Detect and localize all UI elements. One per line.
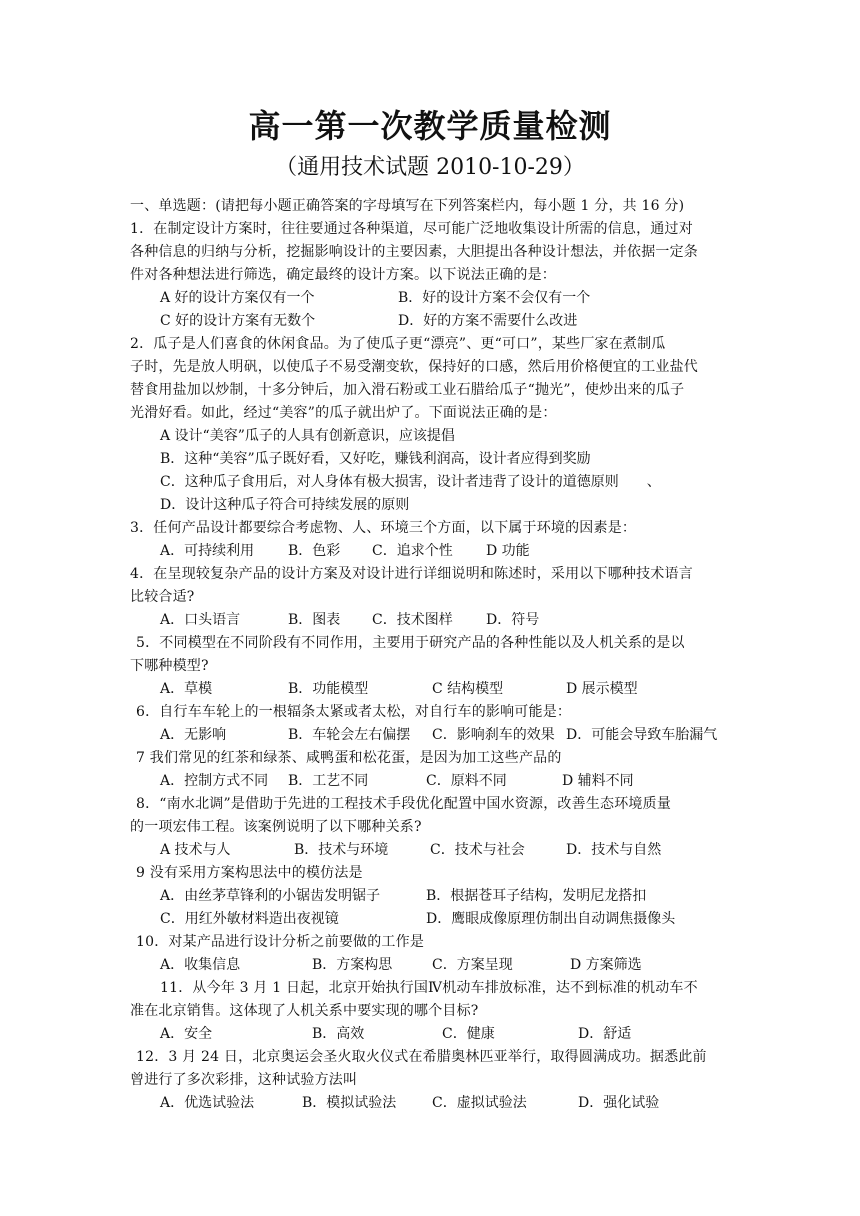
question-2-stem-line: 子时，先是放人明矾，以使瓜子不易受潮变软，保持好的口感，然后用价格便宜的工业盐代 [130,359,698,375]
question-2-stem-line: 2．瓜子是人们喜食的休闲食品。为了使瓜子更“漂亮”、更“可口”，某些厂家在煮制瓜 [130,336,666,352]
question-2-stem-line: 光滑好看。如此，经过“美容”的瓜子就出炉了。下面说法正确的是： [130,405,557,421]
question-7-option-d: D 辅料不同 [562,773,634,789]
question-8-option-b: B．技术与环境 [294,842,389,858]
question-3-option-a: A．可持续利用 [160,543,255,559]
question-3-option-c: C．追求个性 [372,543,453,559]
question-7-option-c: C．原料不同 [426,773,507,789]
question-12-option-c: C．虚拟试验法 [432,1095,527,1111]
page-subtitle: （通用技术试题 2010-10-29） [275,155,585,180]
question-8-option-c: C．技术与社会 [430,842,525,858]
question-8-option-a: A 技术与人 [160,842,231,858]
question-5-stem-line: 下哪种模型? [130,658,209,674]
question-10-option-b: B．方案构思 [312,957,393,973]
question-12-stem-line: 曾进行了多次彩排，这种试验方法叫 [130,1072,358,1088]
question-11-option-a: A．安全 [160,1026,213,1042]
question-10-stem-line: 10．对某产品进行设计分析之前要做的工作是 [136,934,425,950]
question-11-stem-line: 11．从今年 3 月 1 日起，北京开始执行国Ⅳ机动车排放标准，达不到标准的机动车不 [160,980,698,996]
question-1-option-a: A 好的设计方案仅有一个 [160,290,315,306]
question-7-option-a: A．控制方式不同 [160,773,269,789]
question-6-option-a: A．无影响 [160,727,227,743]
question-11-option-b: B．高效 [312,1026,365,1042]
question-10-option-c: C．方案呈现 [432,957,513,973]
question-9-stem-line: 9 没有采用方案构思法中的模仿法是 [136,865,363,881]
question-2-option-c: C．这种瓜子食用后，对人身体有极大损害，设计者违背了设计的道德原则 、 [160,474,661,490]
question-8-option-d: D．技术与自然 [566,842,662,858]
question-8-stem-line: 的一项宏伟工程。该案例说明了以下哪种关系? [130,819,422,835]
section-heading: 一、单选题：(请把每小题正确答案的字母填写在下列答案栏内，每小题 1 分，共 16 分) [130,198,685,214]
question-9-option-a: A．由丝茅草锋利的小锯齿发明锯子 [160,888,381,904]
question-7-option-b: B．工艺不同 [288,773,369,789]
question-9-option-b: B．根据苍耳子结构，发明尼龙搭扣 [426,888,647,904]
question-2-option-d: D．设计这种瓜子符合可持续发展的原则 [160,497,410,513]
question-3-option-d: D 功能 [486,543,530,559]
page-title: 高一第一次教学质量检测 [248,107,612,145]
question-2-option-a: A 设计“美容”瓜子的人具有创新意识，应该提倡 [160,428,455,444]
question-5-stem-line: 5．不同模型在不同阶段有不同作用，主要用于研究产品的各种性能以及人机关系的是以 [136,635,685,651]
question-6-option-b: B．车轮会左右偏摆 [288,727,411,743]
question-4-option-b: B．图表 [288,612,341,628]
question-2-option-b: B．这种“美容”瓜子既好看，又好吃，赚钱利润高，设计者应得到奖励 [160,451,591,467]
question-5-option-b: B．功能模型 [288,681,369,697]
question-4-stem-line: 4．在呈现较复杂产品的设计方案及对设计进行详细说明和陈述时，采用以下哪种技术语言 [130,566,693,582]
question-1-option-c: C 好的设计方案有无数个 [160,313,316,329]
question-1-option-b: B．好的设计方案不会仅有一个 [398,290,591,306]
question-1-stem-line: 件对各种想法进行筛选，确定最终的设计方案。以下说法正确的是： [130,267,556,283]
question-6-stem-line: 6．自行车车轮上的一根辐条太紧或者太松，对自行车的影响可能是： [136,704,572,720]
question-5-option-a: A．草模 [160,681,213,697]
question-12-option-d: D．强化试验 [578,1095,660,1111]
question-6-option-c: C．影响刹车的效果 [432,727,555,743]
question-5-option-d: D 展示模型 [566,681,638,697]
question-12-option-b: B．模拟试验法 [302,1095,397,1111]
question-7-stem-line: 7 我们常见的红茶和绿茶、咸鸭蛋和松花蛋，是因为加工这些产品的 [136,750,562,766]
question-9-option-c: C．用红外敏材料造出夜视镜 [160,911,339,927]
question-3-stem-line: 3．任何产品设计都要综合考虑物、人、环境三个方面，以下属于环境的因素是： [130,520,637,536]
question-4-option-a: A．口头语言 [160,612,241,628]
question-12-option-a: A．优选试验法 [160,1095,255,1111]
question-4-option-c: C．技术图样 [372,612,453,628]
question-1-stem-line: 各种信息的归纳与分析，挖掘影响设计的主要因素，大胆提出各种设计想法，并依据一定条 [130,244,698,260]
question-10-option-a: A．收集信息 [160,957,241,973]
question-4-stem-line: 比较合适? [130,589,195,605]
question-1-stem-line: 1．在制定设计方案时，往往要通过各种渠道，尽可能广泛地收集设计所需的信息，通过对 [130,221,693,237]
question-11-option-d: D．舒适 [578,1026,632,1042]
question-6-option-d: D．可能会导致车胎漏气 [566,727,718,743]
question-9-option-d: D．鹰眼成像原理仿制出自动调焦摄像头 [426,911,676,927]
question-3-option-b: B．色彩 [288,543,341,559]
question-8-stem-line: 8．“南水北调”是借助于先进的工程技术手段优化配置中国水资源，改善生态环境质量 [136,796,672,812]
question-11-option-c: C．健康 [442,1026,495,1042]
question-1-option-d: D．好的方案不需要什么改进 [398,313,578,329]
question-11-stem-line: 准在北京销售。这体现了人机关系中要实现的哪个目标? [130,1003,479,1019]
question-2-stem-line: 替食用盐加以炒制，十多分钟后，加入滑石粉或工业石腊给瓜子“抛光”，使炒出来的瓜子 [130,382,685,398]
question-12-stem-line: 12．3 月 24 日，北京奥运会圣火取火仪式在希腊奥林匹亚举行，取得圆满成功。据悉此前 [136,1049,707,1065]
question-4-option-d: D．符号 [486,612,540,628]
question-10-option-d: D 方案筛选 [570,957,642,973]
question-5-option-c: C 结构模型 [432,681,504,697]
